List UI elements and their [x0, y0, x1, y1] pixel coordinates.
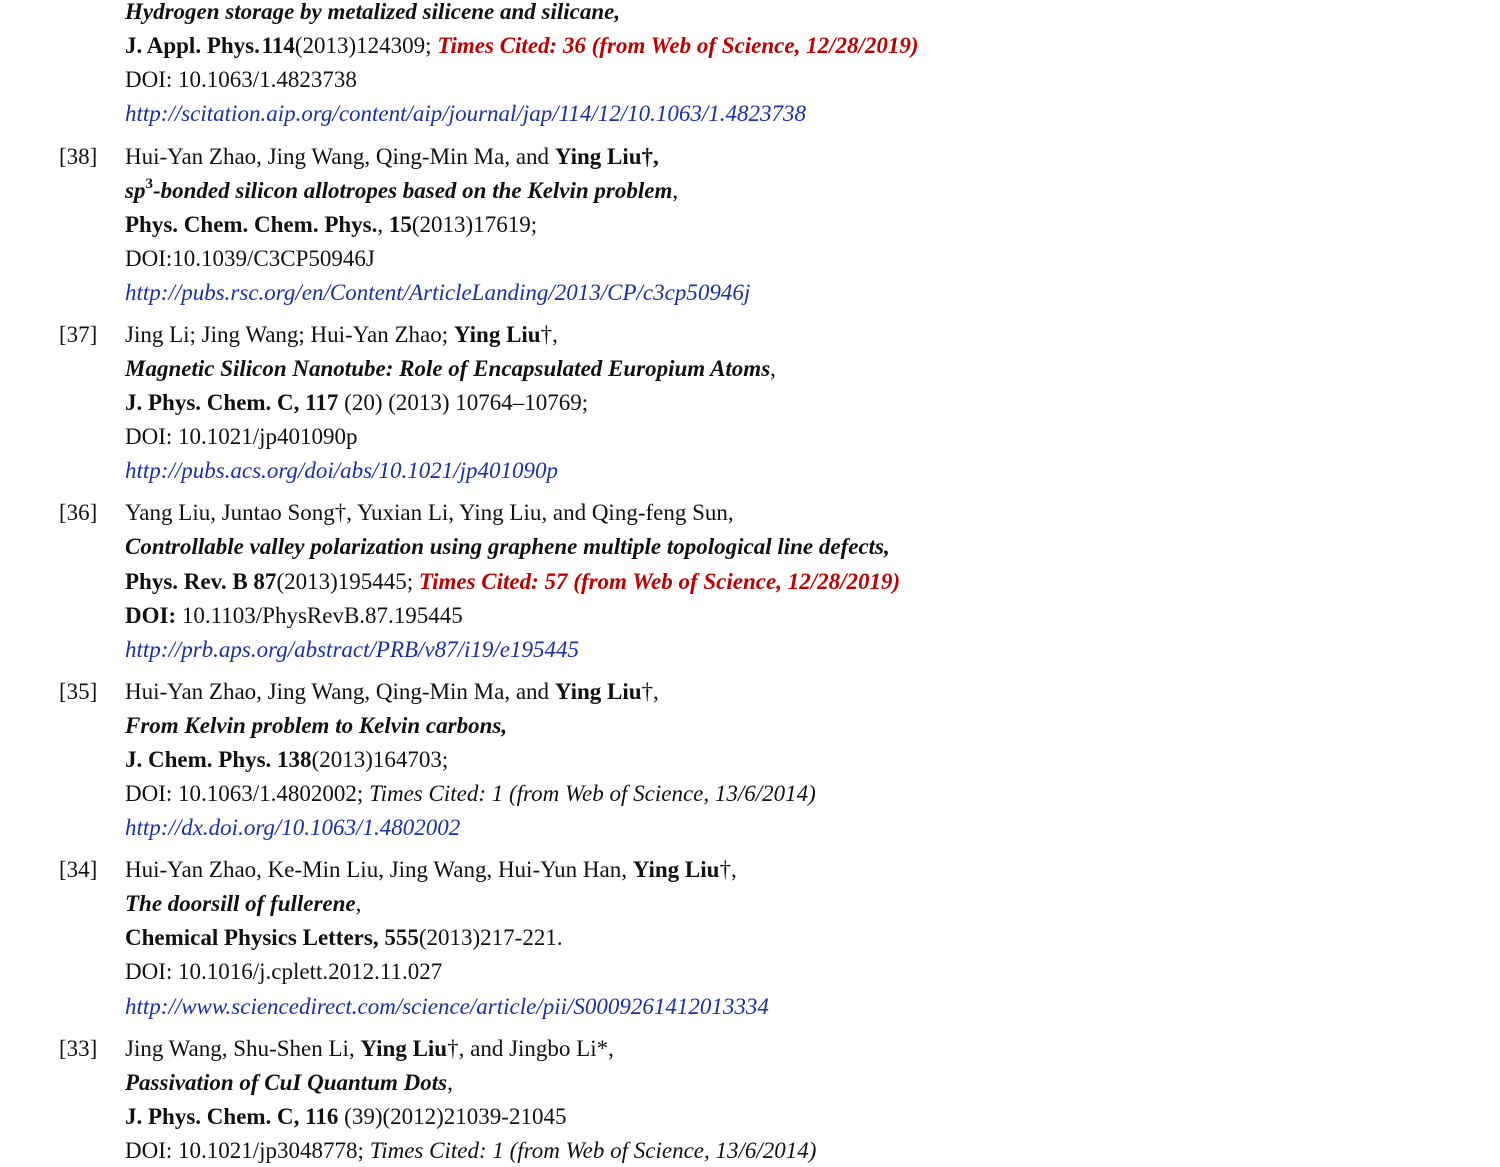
reference-title — [125, 892, 361, 915]
journal-name: J. Phys. Chem. C, 117 — [125, 390, 339, 415]
reference-doi — [125, 604, 463, 627]
title-text: Hydrogen storage by metalized silicene and silicane, — [125, 0, 621, 24]
reference-title — [125, 714, 507, 737]
title-comma: , — [672, 178, 679, 203]
authors-text: Jing Wang, Shu-Shen Li, — [125, 1036, 355, 1061]
corresponding-author: Ying Liu†, — [554, 144, 659, 169]
journal-name: J. Chem. Phys. 138 — [125, 747, 312, 772]
reference-number: [38] — [59, 144, 98, 169]
corresponding-author: Ying Liu — [360, 1036, 448, 1061]
reference-title — [125, 0, 620, 23]
journal-name: J. Phys. Chem. C, 116 — [125, 1104, 339, 1129]
corresponding-author: Ying Liu — [453, 322, 541, 347]
times-cited: Times Cited: 36 (from Web of Science, 12/28/2019) — [437, 33, 919, 58]
reference-doi: DOI:10.1039/C3CP50946J — [125, 246, 375, 271]
reference-number: [36] — [59, 500, 98, 525]
journal-volume: 15 — [388, 212, 412, 237]
reference-title — [125, 357, 776, 380]
authors-suffix: †, and Jingbo Li*, — [447, 1036, 614, 1061]
reference-authors — [125, 145, 659, 168]
reference-citation — [125, 391, 588, 414]
doi-label: DOI: — [125, 603, 177, 628]
times-cited: Times Cited: 57 (from Web of Science, 12/28/2019) — [418, 569, 901, 594]
separator: , — [377, 212, 384, 237]
authors-suffix: †, — [540, 322, 558, 347]
journal-name: Phys. Chem. Chem. Phys. — [125, 212, 378, 237]
journal-name: J. Appl. Phys. — [125, 33, 260, 58]
title-comma: , — [770, 356, 776, 381]
reference-url[interactable]: http://www.sciencedirect.com/science/article/pii/S0009261412013334 — [125, 994, 769, 1019]
reference-number: [33] — [59, 1036, 98, 1061]
journal-pages: (2013)164703; — [311, 747, 449, 772]
journal-name: Chemical Physics Letters, 555 — [125, 925, 419, 950]
title-text: The doorsill of fullerene — [125, 891, 356, 916]
reference-url[interactable]: http://dx.doi.org/10.1063/1.4802002 — [125, 815, 461, 840]
reference-doi: DOI: 10.1016/j.cplett.2012.11.027 — [125, 959, 443, 984]
title-comma: , — [447, 1070, 453, 1095]
reference-authors: Yang Liu, Juntao Song†, Yuxian Li, Ying Liu, and Qing-feng Sun, — [125, 500, 734, 525]
reference-link[interactable] — [125, 459, 558, 482]
reference-authors — [125, 680, 659, 703]
title-comma: , — [355, 891, 362, 916]
reference-link[interactable] — [125, 281, 750, 304]
authors-suffix: †, — [719, 857, 737, 882]
reference-link[interactable] — [125, 995, 769, 1018]
reference-link[interactable] — [125, 816, 460, 839]
reference-doi: DOI: 10.1063/1.4823738 — [125, 67, 357, 92]
reference-authors — [125, 1037, 614, 1060]
authors-text: Hui-Yan Zhao, Ke-Min Liu, Jing Wang, Hui-Yun Han, — [125, 857, 627, 882]
authors-text: Hui-Yan Zhao, Jing Wang, Qing-Min Ma, and — [125, 679, 550, 704]
journal-pages: (2013)195445; — [276, 569, 414, 594]
title-text: Passivation of CuI Quantum Dots — [125, 1070, 448, 1095]
reference-authors — [125, 858, 737, 881]
reference-citation — [125, 213, 537, 236]
title-text: -bonded silicon allotropes based on the Kelvin problem — [152, 178, 673, 203]
journal-pages: (2013)217-221. — [418, 925, 563, 950]
journal-pages: (20) (2013) 10764–10769; — [344, 390, 589, 415]
reference-url[interactable]: http://scitation.aip.org/content/aip/journal/jap/114/12/10.1063/1.4823738 — [125, 101, 807, 126]
corresponding-author: Ying Liu — [554, 679, 642, 704]
reference-doi: DOI: 10.1021/jp401090p — [125, 424, 358, 449]
reference-number: [37] — [59, 322, 98, 347]
corresponding-author: Ying Liu — [632, 857, 720, 882]
title-superscript: 3 — [145, 176, 153, 192]
doi-value: DOI: 10.1021/jp3048778; — [125, 1138, 364, 1163]
reference-authors — [125, 323, 558, 346]
authors-suffix: †, — [641, 679, 659, 704]
doi-value: DOI: 10.1063/1.4802002; — [125, 781, 364, 806]
journal-volume: 114 — [261, 33, 295, 58]
authors-text: Hui-Yan Zhao, Jing Wang, Qing-Min Ma, and — [125, 144, 550, 169]
reference-link[interactable] — [125, 102, 806, 125]
reference-url[interactable]: http://pubs.acs.org/doi/abs/10.1021/jp401090p — [125, 458, 558, 483]
reference-citation — [125, 748, 448, 771]
journal-pages: (39)(2012)21039-21045 — [344, 1104, 567, 1129]
times-cited: Times Cited: 1 (from Web of Science, 13/6/2014) — [369, 1138, 817, 1163]
reference-title — [125, 535, 890, 558]
reference-citation — [125, 1105, 566, 1128]
reference-citation — [125, 570, 900, 593]
reference-number: [35] — [59, 679, 98, 704]
journal-pages: (2013)17619; — [411, 212, 538, 237]
reference-doi — [125, 782, 816, 805]
title-text: Controllable valley polarization using graphene multiple topological line defects, — [125, 534, 890, 559]
reference-url[interactable]: http://prb.aps.org/abstract/PRB/v87/i19/e195445 — [125, 637, 580, 662]
journal-pages: (2013)124309; — [294, 33, 432, 58]
authors-text: Jing Li; Jing Wang; Hui-Yan Zhao; — [125, 322, 449, 347]
title-prefix: sp — [125, 178, 146, 203]
reference-title — [125, 176, 679, 203]
doi-value: 10.1103/PhysRevB.87.195445 — [181, 603, 463, 628]
reference-url[interactable]: http://pubs.rsc.org/en/Content/ArticleLanding/2013/CP/c3cp50946j — [125, 280, 751, 305]
times-cited: Times Cited: 1 (from Web of Science, 13/6/2014) — [369, 781, 816, 806]
reference-doi — [125, 1139, 816, 1162]
title-text: Magnetic Silicon Nanotube: Role of Encapsulated Europium Atoms — [125, 356, 771, 381]
journal-name: Phys. Rev. B 87 — [125, 569, 277, 594]
title-text: From Kelvin problem to Kelvin carbons, — [125, 713, 508, 738]
reference-number: [34] — [59, 857, 98, 882]
reference-title — [125, 1071, 453, 1094]
reference-link[interactable] — [125, 638, 579, 661]
reference-citation — [125, 34, 919, 57]
reference-citation — [125, 926, 563, 949]
